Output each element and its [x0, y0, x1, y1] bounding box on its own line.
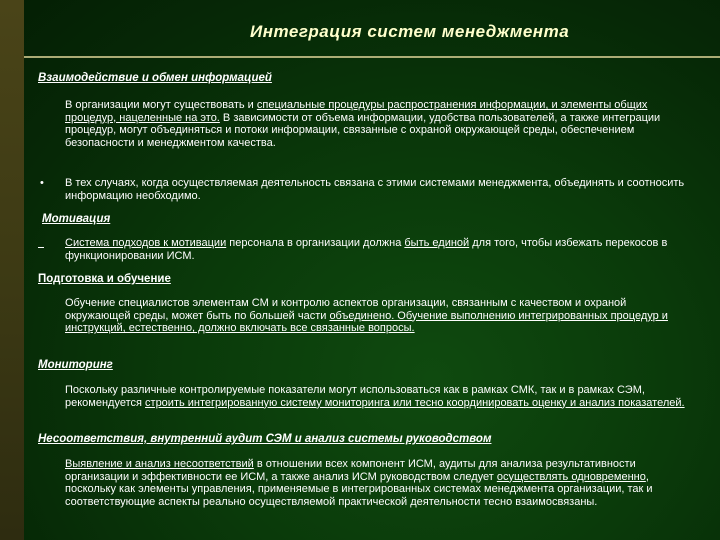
text-run: в отношении всех компонент ИСМ, аудиты для анализа результативности организации и эффективности ее ИСМ, а также анализ ИСМ руководством следует [65, 458, 636, 483]
text-run: , поскольку как элементы управления, применяемые в интегрированных системах менеджмента организации, так и соответствующие аспекты реально осуществляемой практической деятельности тесно взаимосвязаны. [65, 470, 653, 508]
underlined-run: осуществлять одновременно [496, 470, 646, 483]
text-run: Поскольку различные контролируемые показатели могут использоваться как в рамках СМК, так и в рамках СЭМ, рекомендуется [65, 384, 645, 409]
text-run: В зависимости от объема информации, удобства пользователей, а также интеграции процедур, могут объединяться и потоки информации, связанные с охраной окружающей среды, обеспечением безопасности и менеджментом качества. [65, 111, 661, 149]
paragraph-interaction-1 [65, 99, 685, 149]
text-run: для того, чтобы избежать перекосов в функционировании ИСМ. [65, 237, 668, 262]
bullet-point: • [40, 177, 44, 189]
slide-title: Интеграция систем менеджмента [250, 22, 570, 41]
paragraph-motivation [65, 237, 685, 262]
paragraph-interaction-2: В тех случаях, когда осуществляемая деятельность связана с этими системами менеджмента, объединять и соотносить информацию необходимо. [65, 177, 685, 202]
text-run: персонала в организации должна [226, 237, 405, 249]
section-heading-monitoring: Мониторинг [38, 359, 113, 371]
text-run: Обучение специалистов элементам СМ и контролю аспектов организации, связанным с качеством и охраной окружающей среды, может быть по большей части [65, 297, 627, 322]
dash-marker [38, 247, 44, 248]
section-heading-nonconformity: Несоответствия, внутренний аудит СЭМ и анализ системы руководством [38, 433, 492, 445]
underlined-run: специальные процедуры распространения информации, и элементы общих процедур, нацеленные на это. [65, 99, 648, 124]
section-heading-training: Подготовка и обучение [38, 273, 171, 285]
section-heading-motivation: Мотивация [42, 213, 111, 225]
paragraph-nonconformity [65, 458, 685, 508]
underlined-run: Выявление и анализ несоответствий [65, 458, 254, 470]
paragraph-monitoring [65, 384, 685, 409]
text-run: В организации могут существовать и [65, 99, 257, 111]
underlined-run: объединено. Обучение выполнению интегрированных процедур и инструкций, естественно, должно включать все связанные вопросы. [65, 309, 668, 335]
underlined-run: строить интегрированную систему мониторинга или тесно координировать оценку и анализ показателей. [145, 396, 685, 409]
underlined-run: Система подходов к мотивации [65, 237, 227, 249]
section-heading-interaction: Взаимодействие и обмен информацией [38, 72, 272, 84]
paragraph-training [65, 297, 685, 335]
underlined-run: быть единой [404, 237, 470, 249]
